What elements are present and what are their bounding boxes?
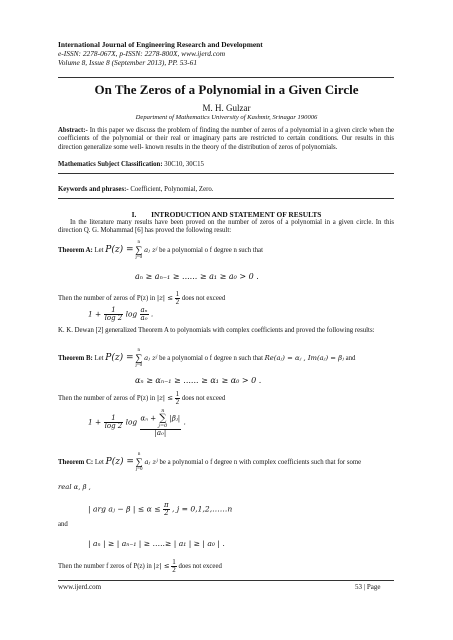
theorem-a-sum (135, 240, 142, 261)
msc-codes: 30C10, 30C15 (164, 161, 204, 168)
theorem-b-absz: |z| ≤ (156, 394, 173, 403)
theorem-a-pz: P(z) = (105, 245, 134, 256)
sum-top: n (137, 348, 141, 353)
bound-dot: . (150, 309, 154, 319)
frac-den: 2 (172, 566, 176, 574)
cond1-pi-half (163, 502, 170, 517)
frac-den: log 2 (104, 314, 123, 322)
journal-volume: Volume 8, Issue 8 (September 2013), PP. 53-61 (58, 58, 198, 67)
abstract-label: Abstract:- (58, 127, 88, 134)
theorem-a-desc: be a polynomial o f degree n such that (159, 247, 263, 255)
theorem-b-half (175, 391, 181, 406)
theorem-b-bound (88, 408, 186, 437)
paper-title: On The Zeros of a Polynomial in a Given Circle (94, 82, 359, 97)
theorem-a-condition: aₙ ≥ aₙ₋₁ ≥ ...... ≥ a₁ ≥ a₀ > 0 . (135, 272, 259, 281)
bound-onep: 1 + (88, 309, 102, 319)
sum-sign: ∑ (135, 457, 143, 468)
bound-ratio (140, 307, 149, 322)
section-heading: I. INTRODUCTION AND STATEMENT OF RESULTS (131, 210, 322, 219)
theorem-a-exceed: does not exceed (181, 295, 226, 303)
bound-log: log (125, 417, 138, 427)
theorem-b-lead: Let (94, 355, 104, 363)
header-rule (58, 77, 394, 78)
sum-top: n (137, 452, 141, 457)
theorem-b-line (58, 348, 355, 369)
theorem-c-term: aⱼ zʲ (144, 458, 158, 467)
dewan-paragraph: K. K. Dewan [2] generalized Theorem A to polynomials with complex coefficients and proved the following results: (58, 327, 375, 334)
theorem-b-term: aⱼ zʲ (144, 354, 158, 363)
sum-bottom: j=0 (135, 255, 143, 260)
msc-label: Mathematics Subject Classification: (58, 161, 163, 168)
theorem-b-then (58, 391, 225, 406)
theorem-a-half (175, 291, 181, 306)
theorem-c-desc: be a polynomial o f degree n with complex coefficients such that for some (159, 459, 362, 467)
frac-den: 2 (175, 398, 180, 406)
sum-sign: ∑ (159, 413, 167, 424)
keywords (58, 186, 394, 194)
theorem-b-then-text: Then the number of zeros of P(z) in (58, 395, 156, 403)
sum-sign: ∑ (135, 245, 143, 256)
num-alphan: αₙ + (140, 414, 157, 423)
theorem-c-exceed: does not exceed (178, 563, 222, 571)
frac-num: 1 (175, 390, 180, 398)
sum-bottom: j=0 (135, 467, 143, 472)
bound-onep: 1 + (88, 417, 102, 427)
num-sum (158, 408, 167, 429)
theorem-a-term: aⱼ zʲ (144, 246, 158, 255)
frac-num: 1 (172, 558, 176, 566)
sum-sign: ∑ (135, 353, 143, 364)
theorem-b-sum (135, 348, 142, 369)
theorem-a-line (58, 240, 263, 261)
theorem-c-then-text: Then the number f zeros of P(z) in (58, 563, 152, 571)
frac-den: log 2 (104, 422, 123, 430)
theorem-a-lead: Let (94, 247, 104, 255)
cond1-left: | arg aⱼ − β | ≤ α ≤ (88, 504, 161, 514)
author-name: M. H. Gulzar (202, 103, 251, 113)
intro-paragraph: In the literature many results have been proved on the number of zeros of a polynomial in a given circle. In this direction Q. G. Mohammad [6] has proved the following result: (58, 219, 394, 235)
theorem-b-desc: be a polynomial o f degree n such that (159, 355, 263, 363)
footer-page: 53 | Page (355, 583, 381, 591)
bound-frac (104, 415, 124, 430)
journal-issn: e-ISSN: 2278-067X, p-ISSN: 2278-800X, www.ijerd.com (58, 49, 226, 58)
theorem-b-exceed: does not exceed (181, 395, 226, 403)
theorem-c-and: and (58, 521, 68, 528)
frac-den: 2 (164, 509, 169, 517)
theorem-a-absz: |z| ≤ (156, 294, 173, 303)
sum-top: n (137, 240, 141, 245)
abstract-text: In this paper we discuss the problem of finding the number of zeros of a polynomial in a given circle when the coefficients of the polynomial or their real or imaginary parts are restricted to certain conditions. Our results in this direction generalize some well- known results in the theory of the distribution of zeros of polynomials. (58, 127, 394, 151)
bound-log: log (125, 309, 138, 319)
keywords-rule (58, 198, 394, 199)
frac-num: π (164, 501, 169, 509)
num-absbeta: |βⱼ| (169, 414, 181, 423)
frac-num: 1 (104, 415, 124, 423)
frac-num: 1 (175, 290, 180, 298)
keywords-text: Coefficient, Polynomial, Zero. (130, 186, 214, 193)
frac-num: aₙ (140, 306, 148, 314)
theorem-b-and: and (345, 355, 356, 363)
theorem-a-then (58, 291, 225, 306)
bound-ratio (140, 408, 182, 437)
msc (58, 161, 394, 169)
theorem-c-line (58, 452, 361, 473)
keywords-label: Keywords and phrases:- (58, 186, 129, 193)
footer-url[interactable]: www.ijerd.com (58, 583, 102, 591)
journal-name: International Journal of Engineering Research and Development (58, 40, 263, 49)
frac-den: |a₀| (154, 429, 167, 437)
theorem-c-label: Theorem C: (58, 459, 94, 467)
theorem-b-pz: P(z) = (105, 353, 134, 364)
theorem-b-condition: αₙ ≥ αₙ₋₁ ≥ ...... ≥ α₁ ≥ α₀ > 0 . (135, 376, 262, 385)
theorem-c-real: real α, β , (58, 483, 91, 491)
theorem-c-absz: |z| ≤ (153, 562, 170, 571)
frac-den: 2 (175, 298, 180, 306)
abstract-rule (58, 173, 394, 174)
frac-den: a₀ (140, 314, 148, 322)
theorem-b-reim: Re(aⱼ) = αⱼ , Im(aⱼ) = βⱼ (264, 354, 344, 363)
sum-top: n (161, 408, 165, 414)
theorem-c-half (171, 559, 177, 574)
theorem-c-condition-1 (88, 502, 232, 517)
frac-num: 1 (104, 307, 124, 315)
theorem-c-pz: P(z) = (105, 457, 134, 468)
bound-dot: . (183, 417, 186, 427)
theorem-b-label: Theorem B: (58, 355, 93, 363)
theorem-a-label: Theorem A: (58, 247, 93, 255)
theorem-c-condition-2: | aₙ | ≥ | aₙ₋₁ | ≥ …..≥ | a₁ | ≥ | a₀ | . (88, 539, 225, 548)
theorem-c-lead: Let (94, 459, 104, 467)
theorem-a-then-text: Then the number of zeros of P(z) in (58, 295, 156, 303)
frac-num (140, 408, 182, 430)
abstract (58, 127, 394, 152)
theorem-c-sum (136, 452, 143, 473)
theorem-c-then (58, 559, 222, 574)
bound-frac (104, 307, 124, 322)
footer-rule (58, 580, 394, 581)
cond1-right: , j = 0,1,2,……n (172, 504, 233, 514)
theorem-a-bound (88, 307, 153, 322)
author-affiliation: Department of Mathematics University of Kashmir, Srinagar 190006 (135, 114, 318, 121)
sum-bottom: j=0 (135, 363, 143, 368)
sum-bottom: j=0 (158, 423, 168, 429)
